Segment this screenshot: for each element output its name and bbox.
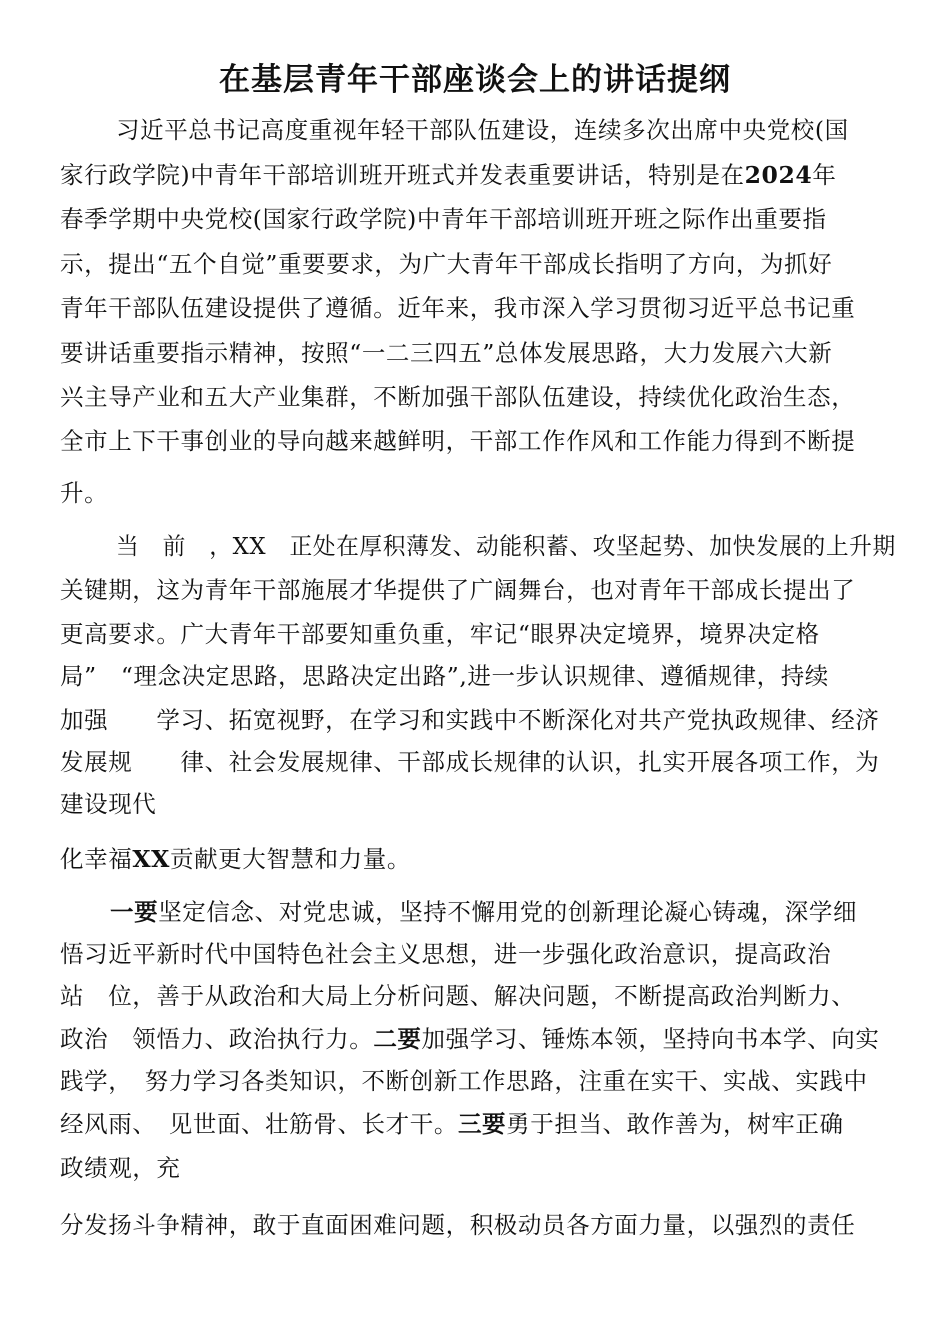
paragraph-1-line-1: 习近平总书记高度重视年轻干部队伍建设，连续多次出席中央党校(国 (116, 116, 849, 144)
paragraph-3-line-8: 分发扬斗争精神，敢于直面困难问题，积极动员各方面力量，以强烈的责任 (60, 1211, 856, 1239)
paragraph-3-line-4 (60, 1022, 879, 1056)
paragraph-3-line-6 (60, 1107, 844, 1141)
paragraph-2-line-8 (60, 842, 411, 876)
year-number: 2024 (744, 161, 813, 189)
text-segment: 家行政学院)中青年干部培训班开班式并发表重要讲话，特别是在 (60, 161, 745, 189)
paragraph-1-line-2 (60, 158, 837, 192)
paragraph-2-line-1: 当 前 ，XX 正处在厚积薄发、动能积蓄、攻坚起势、加快发展的上升期 (116, 532, 896, 560)
paragraph-3-line-2: 悟习近平新时代中国特色社会主义思想，进一步强化政治意识，提高政治 (60, 940, 832, 968)
paragraph-2-line-4: 局” “理念决定思路，思路决定出路”,进一步认识规律、遵循规律，持续 (60, 662, 829, 690)
document-title: 在基层青年干部座谈会上的讲话提纲 (219, 62, 731, 98)
text-segment: 坚定信念、对党忠诚，坚持不懈用党的创新理论凝心铸魂，深学细 (158, 898, 858, 926)
paragraph-1-line-3: 春季学期中央党校(国家行政学院)中青年干部培训班开班之际作出重要指 (60, 205, 827, 233)
paragraph-1-line-6: 要讲话重要指示精神，按照“一二三四五”总体发展思路，大力发展六大新 (60, 339, 833, 367)
text-segment: 年 (812, 161, 837, 189)
paragraph-3-line-1 (110, 895, 857, 929)
paragraph-1-line-8: 全市上下干事创业的导向越来越鲜明，干部工作作风和工作能力得到不断提 (60, 427, 856, 455)
text-segment: 贡献更大智慧和力量。 (169, 845, 411, 873)
text-segment: 加强学习、锤炼本领，坚持向书本学、向实 (421, 1025, 880, 1053)
paragraph-1-line-4: 示，提出“五个自觉”重要要求，为广大青年干部成长指明了方向，为抓好 (60, 250, 833, 278)
paragraph-2-line-5: 加强 学习、拓宽视野，在学习和实践中不断深化对共产党执政规律、经济 (60, 706, 880, 734)
paragraph-2-line-2: 关键期，这为青年干部施展才华提供了广阔舞台，也对青年干部成长提出了 (60, 576, 856, 604)
point-marker-one: 一要 (110, 898, 159, 926)
paragraph-1-line-9: 升。 (60, 479, 109, 507)
text-segment: 政治 领悟力、政治执行力。 (60, 1025, 374, 1053)
text-segment: 经风雨、 见世面、壮筋骨、长才干。 (60, 1110, 458, 1138)
paragraph-3-line-5: 践学， 努力学习各类知识，不断创新工作思路，注重在实干、实战、实践中 (60, 1067, 868, 1095)
paragraph-2-line-7: 建设现代 (60, 790, 157, 818)
point-marker-three: 三要 (457, 1110, 507, 1138)
paragraph-2-line-6: 发展规 律、社会发展规律、干部成长规律的认识，扎实开展各项工作，为 (60, 748, 880, 776)
paragraph-3-line-3: 站 位，善于从政治和大局上分析问题、解决问题，不断提高政治判断力、 (60, 982, 856, 1010)
text-segment: 化幸福 (60, 845, 133, 873)
paragraph-1-line-5: 青年干部队伍建设提供了遵循。近年来，我市深入学习贯彻习近平总书记重 (60, 294, 856, 322)
paragraph-2-line-3: 更高要求。广大青年干部要知重负重，牢记“眼界决定境界，境界决定格 (60, 620, 820, 648)
paragraph-3-line-7: 政绩观，充 (60, 1154, 181, 1182)
text-segment: 勇于担当、敢作善为，树牢正确 (506, 1110, 844, 1138)
point-marker-two: 二要 (373, 1025, 422, 1053)
placeholder-xx: XX (132, 845, 170, 873)
paragraph-1-line-7: 兴主导产业和五大产业集群，不断加强干部队伍建设，持续优化政治生态， (60, 383, 856, 411)
